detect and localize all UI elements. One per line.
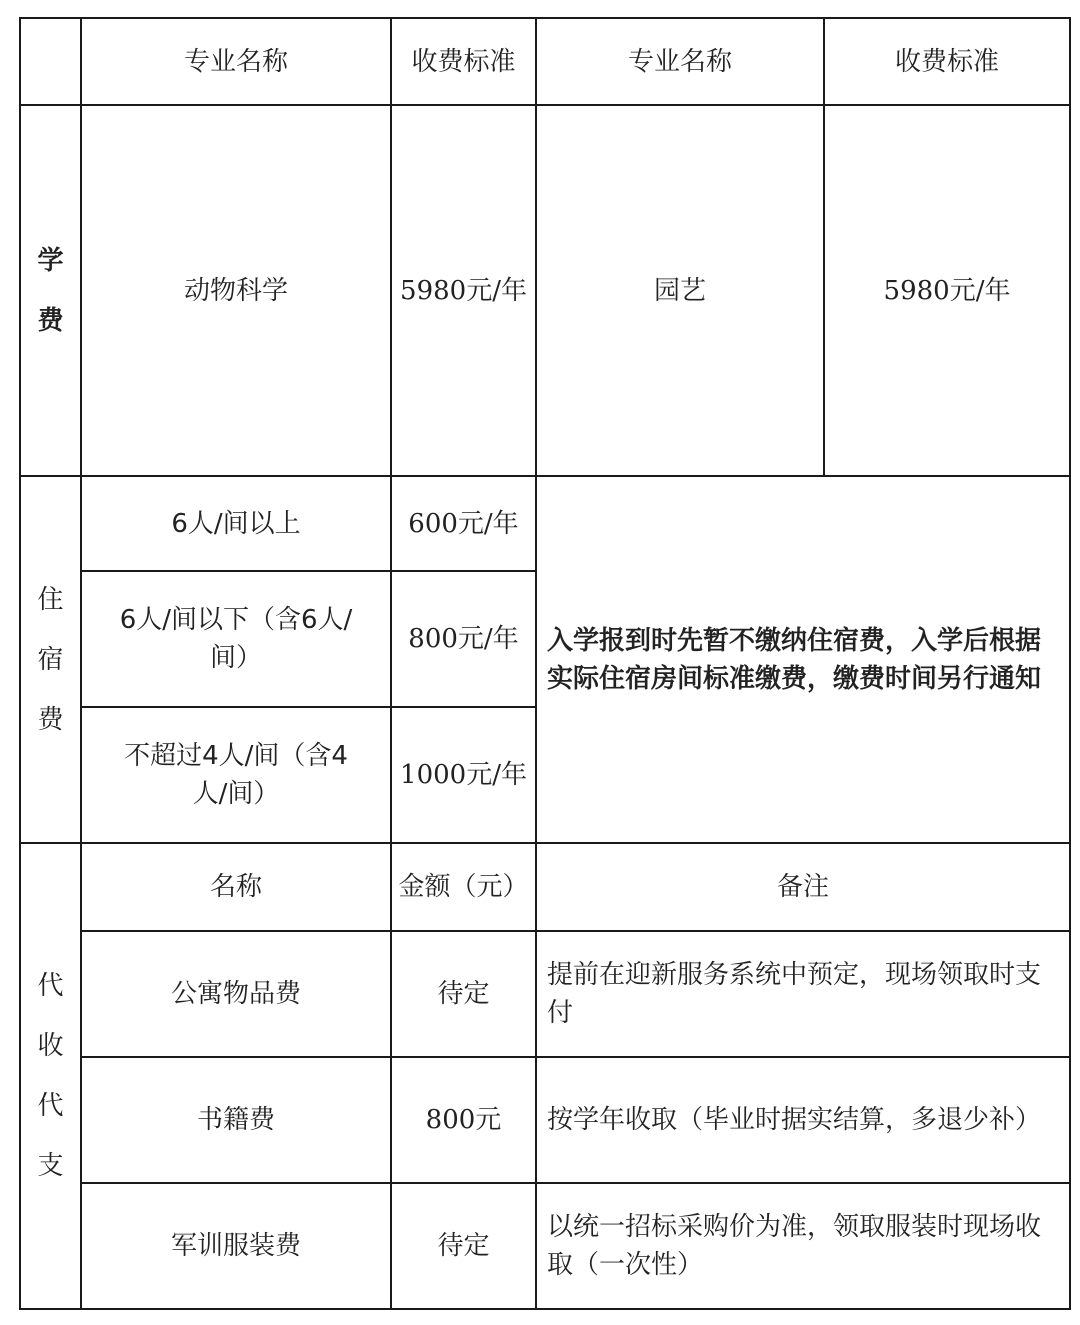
room-fee: 1000元/年 xyxy=(391,707,536,843)
agency-item-remark: 以统一招标采购价为准，领取服装时现场收取（一次性） xyxy=(536,1183,1070,1309)
room-type: 6人/间以下（含6人/间） xyxy=(81,571,391,707)
agency-item-amount: 待定 xyxy=(391,1183,536,1309)
category-char: 费 xyxy=(37,704,64,735)
agency-category-cell xyxy=(20,843,81,1309)
corner-cell xyxy=(20,18,81,105)
category-char: 住 xyxy=(37,584,64,615)
agency-item-amount: 800元 xyxy=(391,1057,536,1183)
accommodation-row xyxy=(20,476,1070,571)
category-char: 学 xyxy=(37,245,64,276)
room-fee: 600元/年 xyxy=(391,476,536,571)
agency-header-remark: 备注 xyxy=(536,843,1070,931)
tuition-major-2: 园艺 xyxy=(536,105,824,476)
agency-item-amount: 待定 xyxy=(391,931,536,1057)
category-char: 收 xyxy=(37,1031,64,1061)
agency-header-amount: 金额（元） xyxy=(391,843,536,931)
tuition-category-cell xyxy=(20,105,81,476)
agency-item-name: 军训服装费 xyxy=(81,1183,391,1309)
agency-item-name: 书籍费 xyxy=(81,1057,391,1183)
room-type: 6人/间以上 xyxy=(81,476,391,571)
agency-item-remark: 按学年收取（毕业时据实结算，多退少补） xyxy=(536,1057,1070,1183)
agency-row xyxy=(20,931,1070,1057)
room-fee: 800元/年 xyxy=(391,571,536,707)
fee-table xyxy=(19,17,1071,1310)
agency-header-row xyxy=(20,843,1070,931)
accommodation-category-cell xyxy=(20,476,81,843)
room-type: 不超过4人/间（含4人/间） xyxy=(81,707,391,843)
category-char: 代 xyxy=(37,1091,64,1121)
header-fee-standard-2: 收费标准 xyxy=(824,18,1070,105)
category-char: 费 xyxy=(37,305,64,336)
agency-header-name: 名称 xyxy=(81,843,391,931)
tuition-major-1: 动物科学 xyxy=(81,105,391,476)
category-char: 支 xyxy=(37,1151,64,1181)
agency-item-name: 公寓物品费 xyxy=(81,931,391,1057)
tuition-row xyxy=(20,105,1070,476)
agency-row xyxy=(20,1183,1070,1309)
header-row xyxy=(20,18,1070,105)
header-major-name-2: 专业名称 xyxy=(536,18,824,105)
category-char: 宿 xyxy=(37,644,64,675)
agency-item-remark: 提前在迎新服务系统中预定，现场领取时支付 xyxy=(536,931,1070,1057)
tuition-fee-2: 5980元/年 xyxy=(824,105,1070,476)
header-fee-standard-1: 收费标准 xyxy=(391,18,536,105)
accommodation-note: 入学报到时先暂不缴纳住宿费，入学后根据实际住宿房间标准缴费，缴费时间另行通知 xyxy=(536,476,1070,843)
header-major-name-1: 专业名称 xyxy=(81,18,391,105)
agency-row xyxy=(20,1057,1070,1183)
tuition-fee-1: 5980元/年 xyxy=(391,105,536,476)
category-char: 代 xyxy=(37,971,64,1001)
